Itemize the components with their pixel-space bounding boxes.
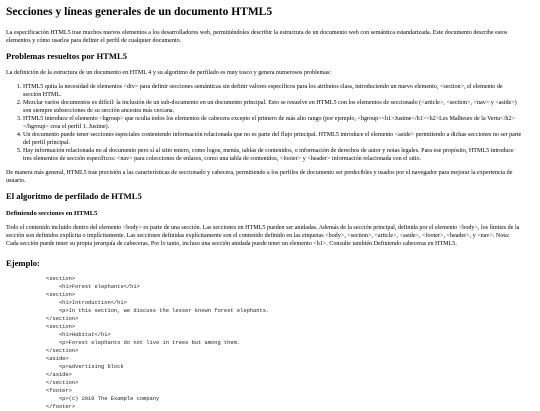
problems-lead: La definición de la estructura de un documento en HTML 4 y su algoritmo de perfilado es muy tosco y genera numerosos problemas: <box>6 70 332 76</box>
list-item: 2. Mezclar varios documentos es difícil: la inclusión de un sub-documento en un documento principal. Esto se resuelve en HTML5 con los elementos de seccionado (<article>, <section>, <nav> y <aside>) son siempre subsecciones de su sección ancestra más cercana. <box>23 99 522 115</box>
example-heading: Ejemplo: <box>6 258 40 268</box>
algorithm-heading: El algoritmo de perfilado de HTML5 <box>6 191 142 201</box>
list-item: 1. HTML5 quita la necesidad de elementos <div> para definir secciones semánticas sin definir valores específicos para los atributos class, introduciendo un nuevo elemento, <section>, el elemento de sección HTML. <box>23 83 522 99</box>
intro-paragraph: La especificación HTML5 trae muchos nuevos elementos a los desarrolladores web, permitiéndoles describir la estructura de un documento web con semántica estandarizada. Este documento describe estos elementos y cómo usarlos para definir el perfil de cualquier documento. <box>6 30 508 44</box>
list-item: 5. Hay información relacionada no al documento pero sí al sitio entero, como logos, menús, tablas de contenidos, o información de derechos de autor y notas legales. Para ese propósito, HTML5 introduce tres elementos de sección específicos: <nav> para colecciones de enlaces, como una tabla de contenidos, <footer> y <header> información relacionada con el sitio. <box>23 147 522 163</box>
sections-paragraph: Todo el contenido incluido dentro del elemento <body> es parte de una sección. Las secciones en HTML5 pueden ser anidadas. Además de la sección principal, definida por el elemento <body>, los límites de la sección son definidos explícita o implícitamente. Las secciones definidas explícitamente son el contenido definido en las etiquetas <body>, <section>, <article>, <aside>, <footer>, <header>, y <nav>. Nota: Cada sección puede tener su propia jerarquía de cabeceras. Por lo tanto, incluso una sección anidada puede tener un elemento <h1>. Consulte también Definiendo cabeceras en HTML5. <box>6 225 520 247</box>
page-title: Secciones y líneas generales de un documento HTML5 <box>6 6 273 18</box>
list-item: 3. HTML5 introduce el elemento <hgroup> que oculta todos los elementos de cabecera excepto el primero de más alto rango (por ejemplo, <hgroup><h1>Justine</h1><h2>Les Malheurs de la Vertu</h2></hgroup> crea el perfil 1. Justine). <box>23 115 522 131</box>
sections-subheading: Definiendo secciones en HTML5 <box>6 210 98 217</box>
problems-list <box>6 83 522 163</box>
list-item: 4. Un documento puede tener secciones especiales conteniendo información relacionada que no es parte del flujo principal. HTML5 introduce el elemento <aside> permitiendo a dichas secciones no ser parte del perfil principal. <box>23 131 522 147</box>
problems-heading: Problemas resueltos por HTML5 <box>6 51 128 61</box>
problems-conclusion: De manera más general, HTML5 trae precisión a las características de seccionado y cabecera, permitiendo a los perfiles de documento ser predecibles y usados por el navegador para mejorar la experiencia de usuario. <box>6 170 513 184</box>
code-example: <section> <h1>Forest elephants</h1> <section> <h1>Introduction</h1> <p>In this section, we discuss the lesser known forest elephants. </section> <section> <h1>Habitat</h1> <p>Forest elephants do not live in trees but among them. </section> <aside> <p>advertising block </aside> </section> <footer> <p>(c) 2010 The Example company </footer> <box>46 276 270 410</box>
